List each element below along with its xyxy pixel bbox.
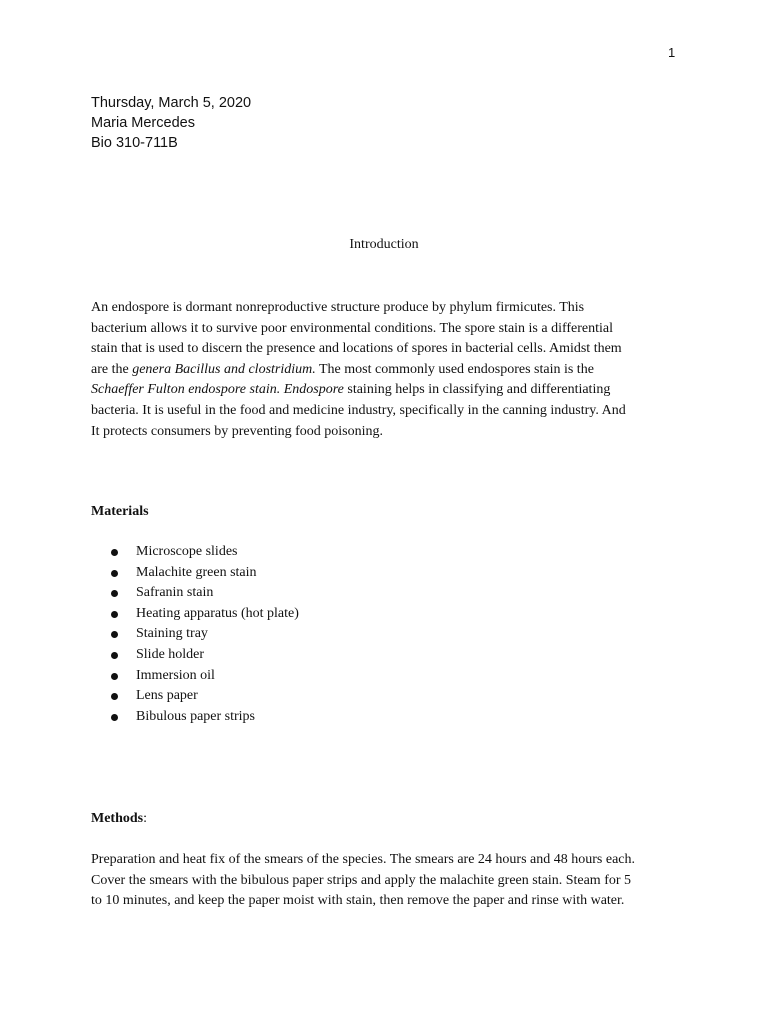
bullet-icon bbox=[111, 693, 118, 700]
intro-line bbox=[91, 319, 691, 340]
intro-line bbox=[91, 339, 691, 360]
bullet-icon bbox=[111, 549, 118, 556]
intro-text: It protects consumers by preventing food poisoning. bbox=[91, 423, 384, 439]
intro-italic-text: Schaeffer Fulton endospore stain. Endospore bbox=[91, 382, 344, 398]
intro-text: stain that is used to discern the presence and locations of spores in bacterial cells. Amidst them bbox=[91, 341, 622, 357]
intro-text: bacteria. It is useful in the food and medicine industry, specifically in the canning industry. And bbox=[91, 402, 626, 418]
list-item-text: Heating apparatus (hot plate) bbox=[136, 605, 299, 621]
intro-line bbox=[91, 360, 691, 381]
list-item-text: Microscope slides bbox=[136, 544, 238, 559]
header-name: Maria Mercedes bbox=[91, 115, 195, 131]
list-item bbox=[108, 542, 299, 563]
bullet-icon bbox=[111, 714, 118, 721]
intro-text: An endospore is dormant nonreproductive structure produce by phylum firmicutes. This bbox=[91, 300, 585, 315]
intro-line bbox=[91, 380, 691, 401]
methods-line: to 10 minutes, and keep the paper moist with stain, then remove the paper and rinse with water. bbox=[91, 893, 625, 909]
materials-list bbox=[108, 542, 299, 727]
introduction-paragraph bbox=[91, 298, 691, 442]
list-item-text: Lens paper bbox=[136, 688, 198, 704]
bullet-icon bbox=[111, 631, 118, 638]
methods-paragraph bbox=[91, 850, 701, 912]
bullet-icon bbox=[111, 590, 118, 597]
methods-heading-colon: : bbox=[143, 811, 148, 826]
list-item bbox=[108, 686, 299, 707]
page-number: 1 bbox=[668, 45, 676, 60]
intro-text: The most commonly used endospores stain is the bbox=[315, 361, 594, 377]
list-item-text: Bibulous paper strips bbox=[136, 708, 255, 724]
intro-text: staining helps in classifying and differentiating bbox=[343, 382, 611, 398]
intro-italic-text: genera Bacillus and clostridium. bbox=[132, 361, 316, 377]
list-item-text: Malachite green stain bbox=[136, 564, 257, 580]
intro-text: bacterium allows it to survive poor environmental conditions. The spore stain is a differential bbox=[91, 320, 614, 336]
header-course: Bio 310-711B bbox=[91, 135, 178, 151]
methods-line: Preparation and heat fix of the smears of the species. The smears are 24 hours and 48 hours each. bbox=[91, 852, 636, 867]
bullet-icon bbox=[111, 611, 118, 618]
list-item bbox=[108, 645, 299, 666]
intro-text: are the bbox=[91, 361, 133, 377]
list-item-text: Immersion oil bbox=[136, 667, 215, 683]
list-item-text: Slide holder bbox=[136, 646, 205, 662]
bullet-icon bbox=[111, 673, 118, 680]
methods-heading bbox=[91, 809, 147, 830]
intro-line bbox=[91, 422, 691, 443]
introduction-title: Introduction bbox=[349, 237, 419, 252]
methods-line: Cover the smears with the bibulous paper strips and apply the malachite green stain. Steam for 5 bbox=[91, 872, 632, 888]
list-item-text: Staining tray bbox=[136, 626, 208, 642]
list-item bbox=[108, 563, 299, 584]
materials-heading: Materials bbox=[91, 504, 149, 519]
intro-line bbox=[91, 401, 691, 422]
intro-line bbox=[91, 298, 691, 319]
bullet-icon bbox=[111, 570, 118, 577]
list-item bbox=[108, 624, 299, 645]
list-item-text: Safranin stain bbox=[136, 585, 214, 601]
list-item bbox=[108, 604, 299, 625]
list-item bbox=[108, 583, 299, 604]
list-item bbox=[108, 707, 299, 728]
methods-heading-label: Methods bbox=[91, 811, 144, 826]
list-item bbox=[108, 666, 299, 687]
header-date: Thursday, March 5, 2020 bbox=[91, 95, 252, 111]
header-block bbox=[91, 93, 251, 153]
bullet-icon bbox=[111, 652, 118, 659]
